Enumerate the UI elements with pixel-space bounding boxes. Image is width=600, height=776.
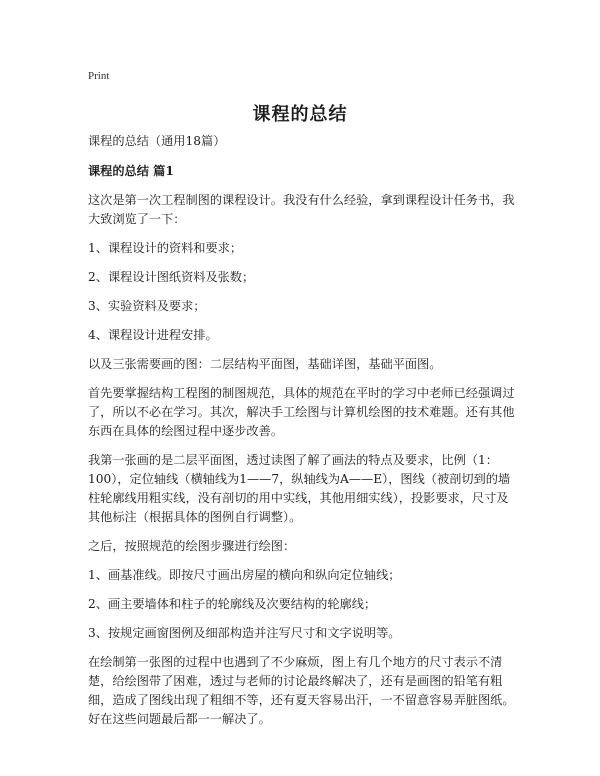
list-item: 3、实验资料及要求； [88, 299, 206, 313]
paragraph: 以及三张需要画的图：二层结构平面图，基础详图，基础平面图。 [88, 357, 442, 371]
list-item: 1、画基准线。即按尺寸画出房屋的横向和纵向定位轴线； [88, 568, 401, 582]
paragraph: 这次是第一次工程制图的课程设计。我没有什么经验，拿到课程设计任务书，我大致浏览了一下： [88, 193, 515, 226]
paragraph: 我第一张画的是二层平面图，透过读图了解了画法的特点及要求，比例（1：100），定位轴线（横轴线为1——7，纵轴线为A——E），图线（被剖切到的墙柱轮廓线用粗实线，没有剖切的用中实线，其他用细实线），投影要求，尺寸及其他标注（根据具体的图例自行调整）。 [88, 453, 511, 524]
paragraph: 之后，按照规范的绘图步骤进行绘图： [88, 539, 296, 553]
list-item: 4、课程设计进程安排。 [88, 328, 218, 342]
section-heading: 课程的总结 篇1 [88, 164, 174, 178]
list-item: 2、课程设计图纸资料及张数； [88, 270, 255, 284]
document-body [88, 132, 518, 739]
document-title: 课程的总结 [252, 104, 348, 125]
list-item: 3、按规定画窗图例及细部构造并注写尺寸和文字说明等。 [88, 626, 401, 640]
document-subtitle: 课程的总结（通用18篇） [88, 134, 226, 148]
paragraph: 在绘制第一张图的过程中也遇到了不少麻烦，图上有几个地方的尺寸表示不清楚，给绘图带了困难，透过与老师的讨论最终解决了，还有是画图的铅笔有粗细，造成了图线出现了粗细不等，还有夏天容易出汗，一不留意容易弄脏图纸。好在这些问题最后都一一解决了。 [88, 655, 515, 726]
paragraph: 首先要掌握结构工程图的制图规范，具体的规范在平时的学习中老师已经强调过了，所以不必在学习。其次，解决手工绘图与计算机绘图的技术难题。还有其他东西在具体的绘图过程中逐步改善。 [88, 386, 515, 438]
list-item: 2、画主要墙体和柱子的轮廓线及次要结构的轮廓线； [88, 597, 377, 611]
print-label: Print [88, 70, 110, 82]
list-item: 1、课程设计的资料和要求； [88, 241, 243, 255]
